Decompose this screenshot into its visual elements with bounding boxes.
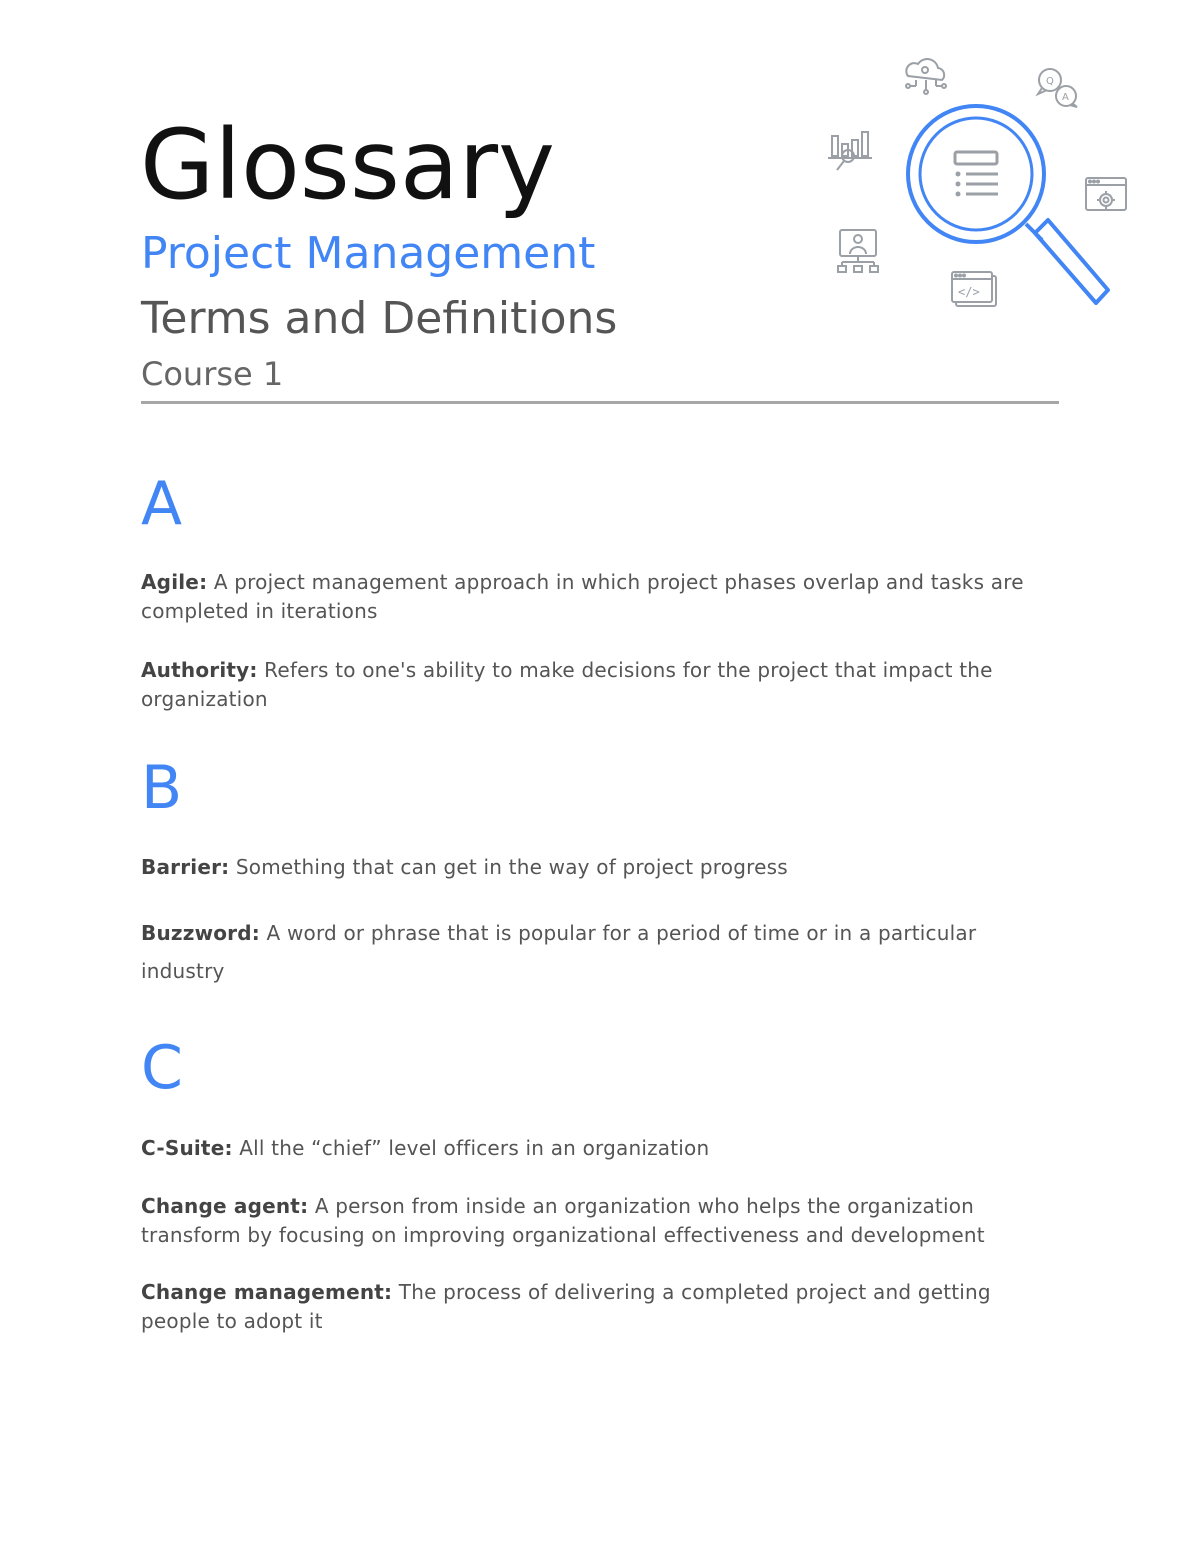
glossary-entry-agile: [141, 568, 1051, 626]
page-title: Glossary: [140, 109, 555, 221]
glossary-entry-barrier: [141, 853, 1051, 882]
glossary-entry-authority: [141, 656, 1051, 714]
magnifier-icon: [908, 106, 1108, 303]
glossary-entry-change-management: [141, 1278, 1051, 1336]
header-divider: [141, 401, 1059, 404]
glossary-entry-change-agent: [141, 1192, 1051, 1250]
code-window-icon: [952, 272, 996, 306]
svg-text:Q: Q: [1046, 76, 1054, 87]
entry-definition: A word or phrase that is popular for a period of time or in a particular industry: [141, 921, 977, 983]
header-illustration: [820, 40, 1140, 320]
page-subtitle: Project Management: [141, 228, 596, 279]
entry-definition: The process of delivering a completed project and getting people to adopt it: [141, 1280, 991, 1333]
entry-term: Agile:: [141, 570, 208, 594]
entry-definition: A person from inside an organization who helps the organization transform by focusing on improving organizational effectiveness and development: [141, 1194, 985, 1247]
section-letter-a: A: [141, 469, 183, 539]
svg-text:A: A: [1062, 92, 1069, 103]
page-subheading: Terms and Definitions: [141, 293, 618, 344]
svg-text:</>: </>: [958, 285, 980, 299]
cloud-network-icon: [906, 59, 946, 94]
settings-window-icon: [1086, 178, 1126, 210]
entry-term: Barrier:: [141, 855, 230, 879]
entry-definition: Refers to one's ability to make decisions for the project that impact the organization: [141, 658, 993, 711]
entry-term: Authority:: [141, 658, 258, 682]
chat-qa-icon: [1038, 69, 1077, 107]
section-letter-b: B: [141, 753, 183, 823]
entry-term: Buzzword:: [141, 921, 260, 945]
course-label: Course 1: [141, 355, 284, 393]
bar-chart-icon: [828, 132, 872, 170]
entry-term: C-Suite:: [141, 1136, 233, 1160]
entry-definition: All the “chief” level officers in an organization: [232, 1136, 710, 1160]
entry-term: Change agent:: [141, 1194, 309, 1218]
entry-definition: Something that can get in the way of project progress: [229, 855, 788, 879]
entry-definition: A project management approach in which project phases overlap and tasks are completed in iterations: [141, 570, 1024, 623]
glossary-entry-buzzword: [141, 914, 1051, 990]
presenter-network-icon: [838, 230, 878, 272]
section-letter-c: C: [141, 1033, 183, 1103]
entry-term: Change management:: [141, 1280, 393, 1304]
glossary-entry-c-suite: [141, 1134, 1051, 1163]
